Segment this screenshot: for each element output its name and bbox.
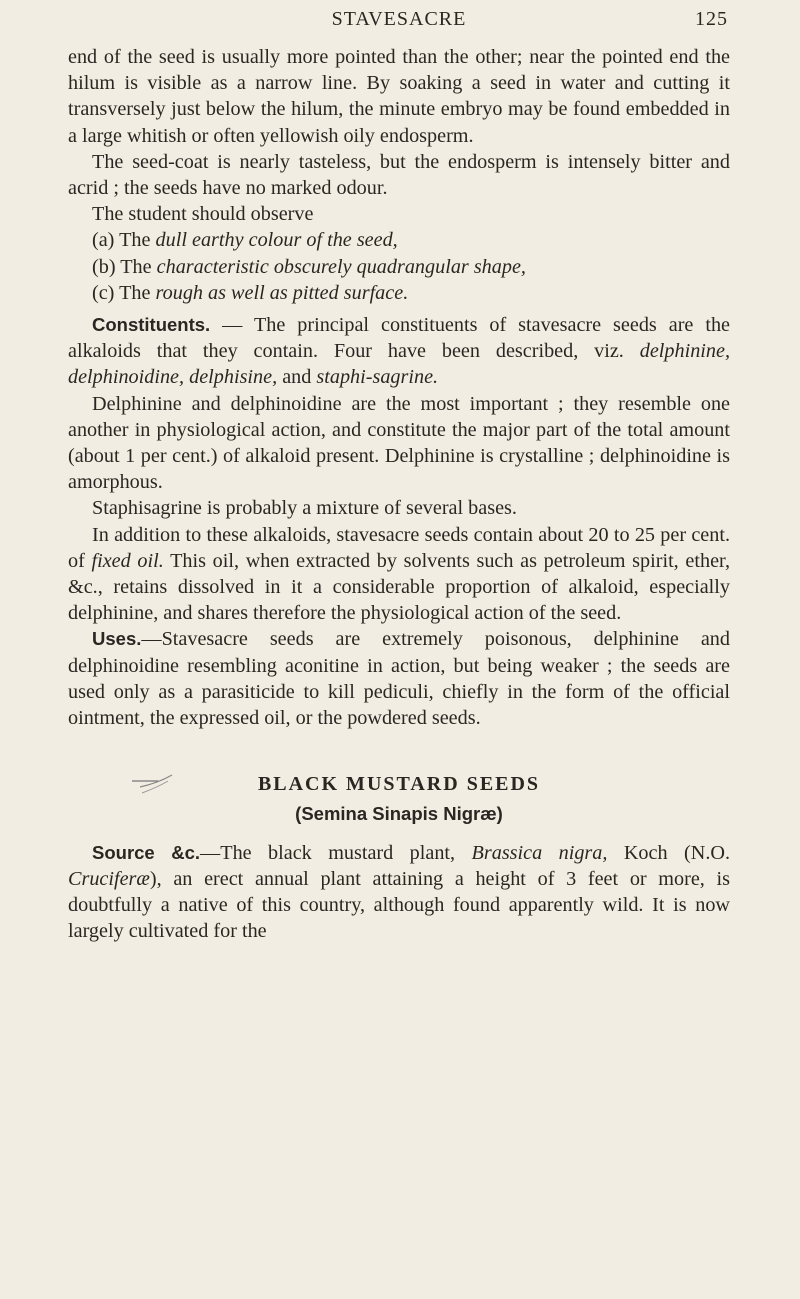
constituents-paragraph: Constituents. — The principal constituents of stavesacre seeds are the alkaloids that they contain. Four have been described, viz. delphinine, delphinoidine, delphisine, and staphi-sagrine.: [68, 314, 730, 389]
paragraph: Staphisagrine is probably a mixture of several bases.: [92, 497, 517, 520]
source-heading: Source &c.: [92, 841, 201, 863]
section-subtitle: (Semina Sinapis Nigræ): [295, 803, 503, 825]
uses-heading: Uses.: [92, 628, 142, 650]
paragraph: The student should observe: [92, 203, 314, 226]
source-paragraph: Source &c.—The black mustard plant, Brassica nigra, Koch (N.O. Cruciferæ), an erect annual plant attaining a height of 3 feet or more, is doubtfully a native of this country, although found apparently wild. It is now largely cultivated for the: [68, 841, 730, 943]
section-title: BLACK MUSTARD SEEDS: [68, 771, 730, 797]
list-item: (a) The dull earthy colour of the seed,: [92, 229, 398, 252]
running-title: STAVESACRE: [331, 8, 467, 30]
running-head: [70, 8, 728, 38]
constituents-heading: Constituents.: [92, 314, 211, 336]
list-item: (b) The characteristic obscurely quadrangular shape,: [92, 255, 526, 278]
list-item: (c) The rough as well as pitted surface.: [92, 281, 409, 304]
paragraph: end of the seed is usually more pointed than the other; near the pointed end the hilum is visible as a narrow line. By soaking a seed in water and cutting it transversely just below the hilum, the minute embryo may be found embedded in a large whitish or often yellowish oily endosperm.: [68, 46, 730, 147]
page-number: 125: [695, 8, 728, 30]
pencil-mark-icon: [128, 767, 198, 797]
page-body: [68, 44, 730, 945]
paragraph: In addition to these alkaloids, stavesacre seeds contain about 20 to 25 per cent. of fixed oil. This oil, when extracted by solvents such as petroleum spirit, ether, &c., retains dissolved in it a considerable proportion of alkaloid, especially delphinine, and shares therefore the physiological action of the seed.: [68, 523, 730, 625]
paragraph: The seed-coat is nearly tasteless, but the endosperm is intensely bitter and acrid ; the seeds have no marked odour.: [68, 150, 730, 200]
paragraph: Delphinine and delphinoidine are the most important ; they resemble one another in physiological action, and constitute the major part of the total amount (about 1 per cent.) of alkaloid present. Delphinine is crystalline ; delphinoidine is amorphous.: [68, 392, 730, 494]
uses-paragraph: Uses.—Stavesacre seeds are extremely poisonous, delphinine and delphinoidine resembling aconitine in action, but being weaker ; the seeds are used only as a parasiticide to kill pediculi, chiefly in the form of the official ointment, the expressed oil, or the powdered seeds.: [68, 628, 730, 730]
